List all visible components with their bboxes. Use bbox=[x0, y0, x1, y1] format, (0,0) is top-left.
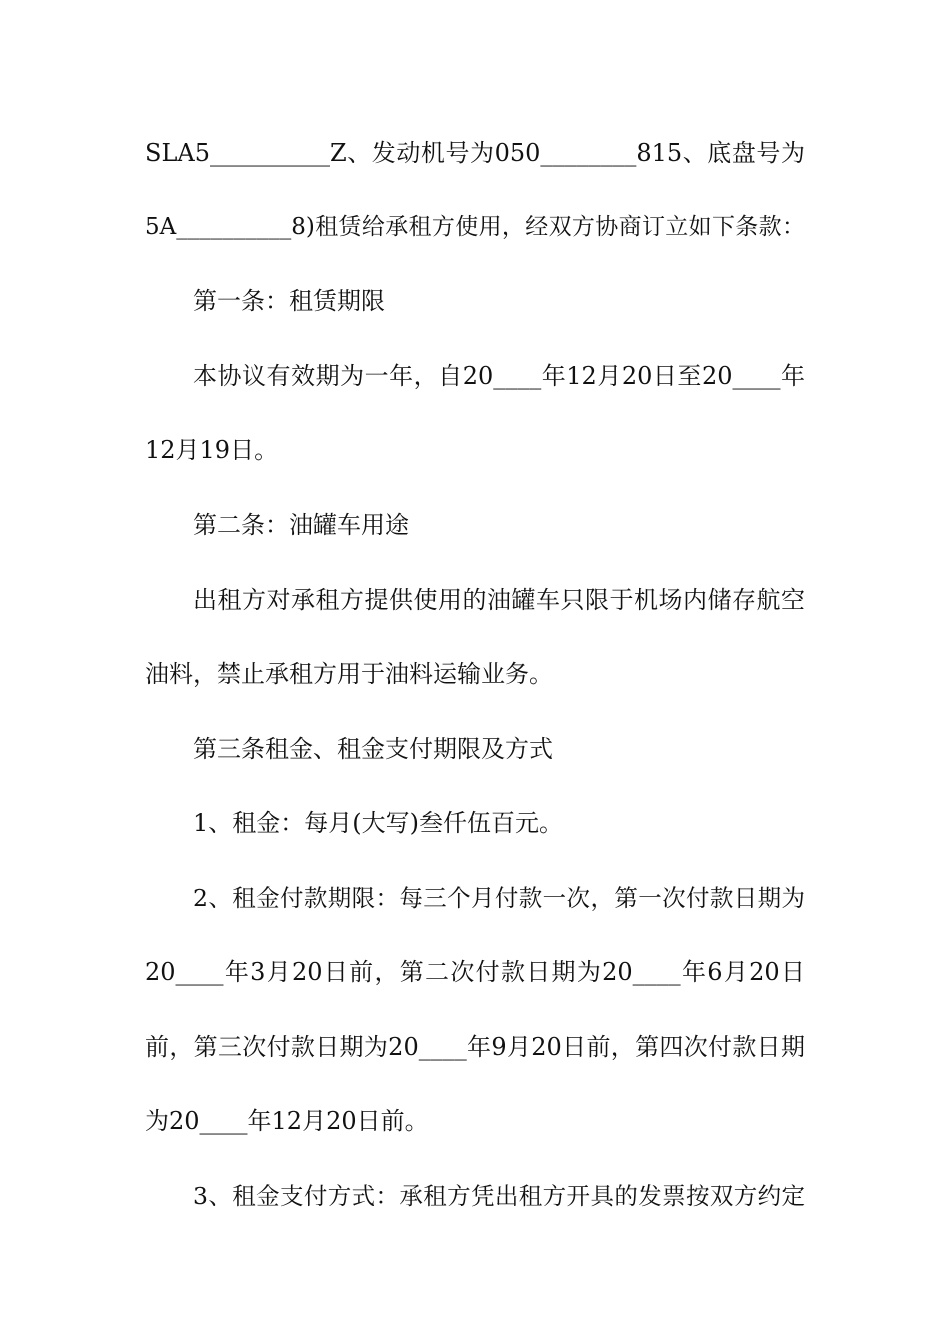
text-line-usage-1: 出租方对承租方提供使用的油罐车只限于机场内储存航空 bbox=[193, 586, 805, 614]
text-line-term-2: 12月19日。 bbox=[145, 436, 279, 464]
heading-article-3: 第三条租金、租金支付期限及方式 bbox=[193, 735, 553, 763]
text-line-payment-term-4: 为20____年12月20日前。 bbox=[145, 1107, 429, 1135]
text-line-payment-term-3: 前，第三次付款日期为20____年9月20日前，第四次付款日期 bbox=[145, 1033, 805, 1061]
text-line-payment-term-2: 20____年3月20日前，第二次付款日期为20____年6月20日 bbox=[145, 958, 805, 986]
heading-article-2: 第二条：油罐车用途 bbox=[193, 511, 409, 539]
text-line-vehicle-numbers: SLA5__________Z、发动机号为050________815、底盘号为 bbox=[145, 139, 805, 167]
text-line-usage-2: 油料，禁止承租方用于油料运输业务。 bbox=[145, 660, 553, 688]
text-line-term-1: 本协议有效期为一年，自20____年12月20日至20____年 bbox=[193, 362, 805, 390]
text-line-lease-intro: 5A__________8)租赁给承租方使用，经双方协商订立如下条款： bbox=[145, 214, 805, 240]
text-line-rent-amount: 1、租金：每月(大写)叁仟伍百元。 bbox=[193, 809, 563, 837]
text-line-payment-term-1: 2、租金付款期限：每三个月付款一次，第一次付款日期为 bbox=[193, 884, 805, 912]
heading-article-1: 第一条：租赁期限 bbox=[193, 287, 385, 315]
text-line-payment-method: 3、租金支付方式：承租方凭出租方开具的发票按双方约定 bbox=[193, 1182, 805, 1210]
